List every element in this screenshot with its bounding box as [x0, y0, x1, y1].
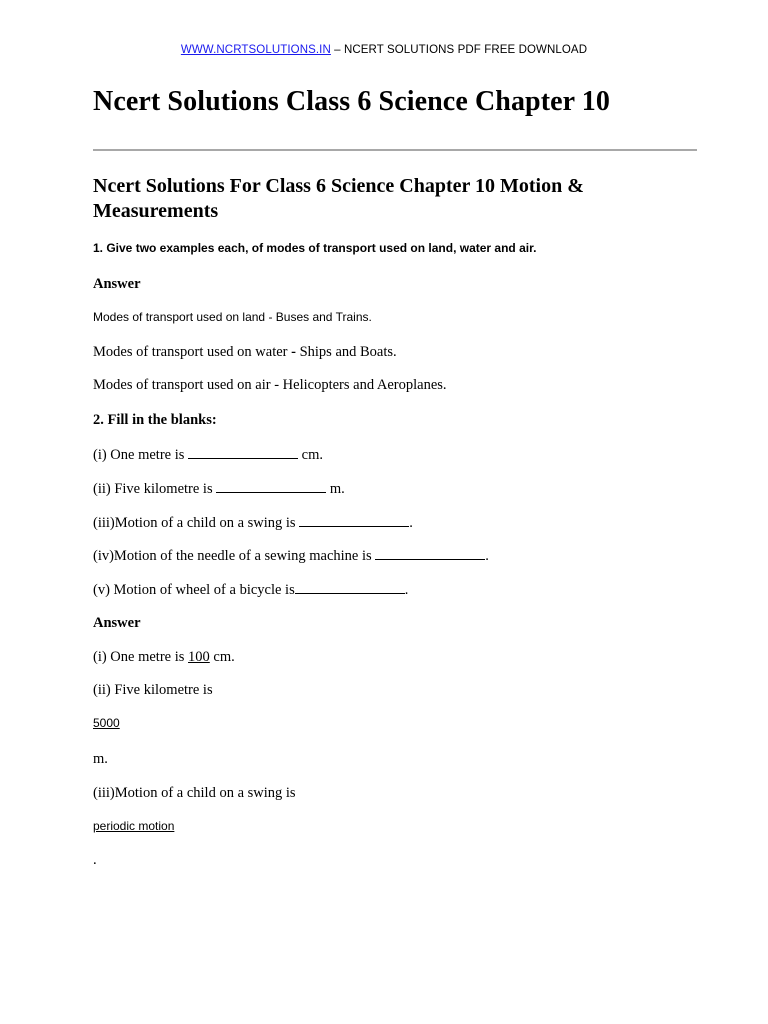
blank-item-5 — [93, 581, 408, 599]
fill-answer-3-value: periodic motion — [93, 819, 175, 833]
blank-item-4 — [93, 547, 489, 565]
page-title: Ncert Solutions Class 6 Science Chapter 10 — [93, 86, 610, 117]
answer-land: Modes of transport used on land - Buses and Trains. — [93, 310, 372, 324]
fill-answer-2-value: 5000 — [93, 716, 120, 730]
question-2: 2. Fill in the blanks: — [93, 412, 217, 428]
section-subtitle: Ncert Solutions For Class 6 Science Chapter 10 Motion & Measurements — [93, 175, 584, 222]
answer-water-dash: - — [291, 344, 296, 360]
blank-item-3-after: . — [409, 515, 413, 531]
blank-line — [216, 480, 326, 493]
page-header — [0, 44, 768, 56]
header-text: – NCERT SOLUTIONS PDF FREE DOWNLOAD — [330, 44, 588, 56]
blank-line — [295, 581, 405, 594]
fill-answer-1-value: 100 — [188, 649, 210, 665]
answer-label-2: Answer — [93, 615, 141, 631]
blank-item-5-text: (v) Motion of wheel of a bicycle is — [93, 582, 295, 598]
blank-item-2-text: (ii) Five kilometre is — [93, 481, 217, 497]
blank-line — [188, 446, 298, 459]
blank-item-2 — [93, 480, 345, 498]
blank-item-1-after: cm. — [298, 447, 323, 463]
fill-answer-2-unit: m. — [93, 751, 108, 767]
blank-item-2-after: m. — [326, 481, 345, 497]
blank-item-3 — [93, 514, 413, 532]
answer-water-prefix: Modes of transport used on water — [93, 344, 292, 360]
site-link[interactable]: WWW.NCRTSOLUTIONS.IN — [180, 44, 331, 56]
question-1: 1. Give two examples each, of modes of transport used on land, water and air. — [93, 241, 537, 255]
blank-item-4-text: (iv)Motion of the needle of a sewing machine is — [93, 548, 376, 564]
fill-answer-1-text: (i) One metre is — [93, 649, 189, 665]
blank-item-3-text: (iii)Motion of a child on a swing is — [93, 515, 300, 531]
blank-item-1-text: (i) One metre is — [93, 447, 189, 463]
fill-answer-1-unit: cm. — [209, 649, 235, 665]
answer-water — [93, 344, 397, 361]
fill-answer-1 — [93, 649, 235, 666]
answer-water-suffix: Ships and Boats. — [295, 344, 397, 360]
answer-air: Modes of transport used on air - Helicopters and Aeroplanes. — [93, 377, 447, 393]
blank-item-5-after: . — [404, 582, 409, 598]
blank-item-4-after: . — [485, 548, 489, 564]
fill-answer-3-period: . — [93, 852, 97, 868]
blank-line — [299, 514, 409, 527]
fill-answer-3-text: (iii)Motion of a child on a swing is — [93, 785, 296, 801]
blank-item-1 — [93, 446, 323, 464]
title-divider — [93, 149, 697, 151]
fill-answer-2-text: (ii) Five kilometre is — [93, 682, 213, 698]
blank-line — [375, 547, 485, 560]
answer-label-1: Answer — [93, 276, 141, 292]
